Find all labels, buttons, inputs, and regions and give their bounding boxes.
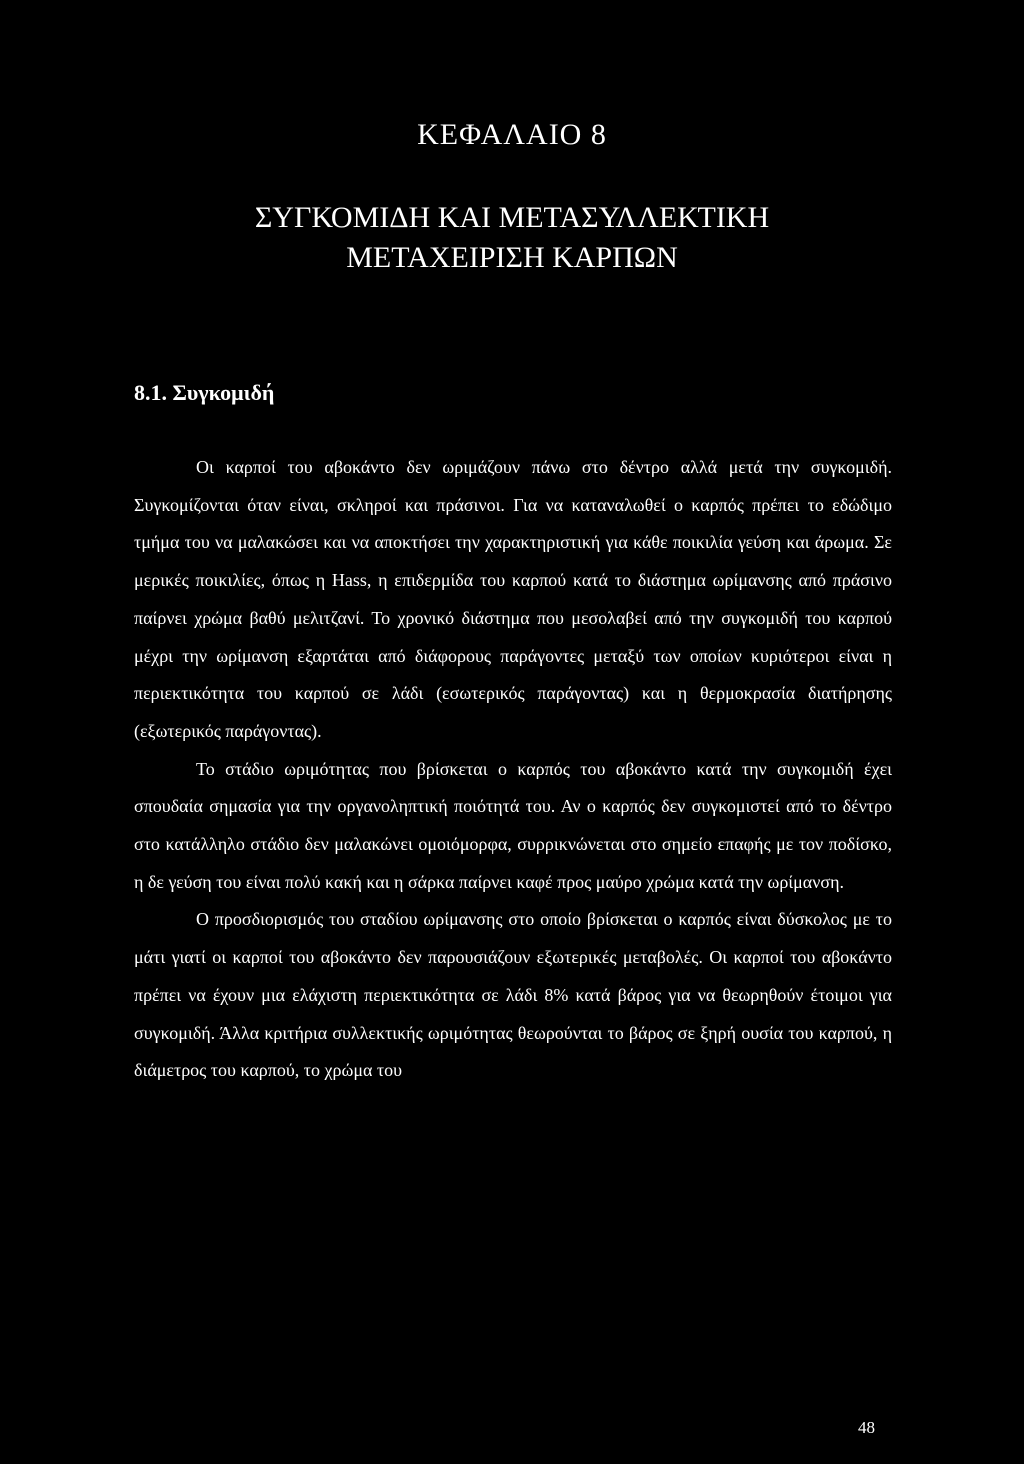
paragraph: Το στάδιο ωριμότητας που βρίσκεται ο καρπός του αβοκάντο κατά την συγκομιδή έχει σπουδαία σημασία για την οργανοληπτική ποιότητά του. Αν ο καρπός δεν συγκομιστεί από το δέντρο στο κατάλληλο στάδιο δεν μαλακώνει ομοιόμορφα, συρρικνώνεται στο σημείο επαφής με τον ποδίσκο, η δε γεύση του είναι πολύ κακή και η σάρκα παίρνει καφέ προς μαύρο χρώμα κατά την ωρίμανση. [134, 758, 892, 892]
body-text [134, 449, 892, 1090]
chapter-subtitle-line-1: ΣΥΓΚΟΜΙΔΗ ΚΑΙ ΜΕΤΑΣΥΛΛΕΚΤΙΚΗ [254, 201, 770, 234]
chapter-subtitle-line-2: ΜΕΤΑΧΕΙΡΙΣΗ ΚΑΡΠΩΝ [346, 241, 678, 274]
page-number: 48 [858, 1418, 875, 1437]
section-heading: 8.1. Συγκομιδή [134, 380, 275, 405]
paragraph: Ο προσδιορισμός του σταδίου ωρίμανσης στο οποίο βρίσκεται ο καρπός είναι δύσκολος με το μάτι γιατί οι καρποί του αβοκάντο δεν παρουσιάζουν εξωτερικές μεταβολές. Οι καρποί του αβοκάντο πρέπει να έχουν μια ελάχιστη περιεκτικότητα σε λάδι 8% κατά βάρος για να θεωρηθούν έτοιμοι για συγκομιδή. Άλλα κριτήρια συλλεκτικής ωριμότητας θεωρούνται το βάρος σε ξηρή ουσία του καρπού, η διάμετρος του καρπού, το χρώμα του [134, 909, 892, 1081]
paragraph: Οι καρποί του αβοκάντο δεν ωριμάζουν πάνω στο δέντρο αλλά μετά την συγκομιδή. Συγκομίζονται όταν είναι, σκληροί και πράσινοι. Για να καταναλωθεί ο καρπός πρέπει το εδώδιμο τμήμα του να μαλακώσει και να αποκτήσει την χαρακτηριστική για κάθε ποικιλία γεύση και άρωμα. Σε μερικές ποικιλίες, όπως η Hass, η επιδερμίδα του καρπού κατά το διάστημα ωρίμανσης από πράσινο παίρνει χρώμα βαθύ μελιτζανί. Το χρονικό διάστημα που μεσολαβεί από την συγκομιδή του καρπού μέχρι την ωρίμανση εξαρτάται από διάφορους παράγοντες μεταξύ των οποίων κυριότεροι είναι η περιεκτικότητα του καρπού σε λάδι (εσωτερικός παράγοντας) και η θερμοκρασία διατήρησης (εξωτερικός παράγοντας). [134, 457, 892, 741]
chapter-subtitle [0, 198, 1024, 278]
chapter-title: ΚΕΦΑΛΑΙΟ 8 [417, 118, 607, 151]
